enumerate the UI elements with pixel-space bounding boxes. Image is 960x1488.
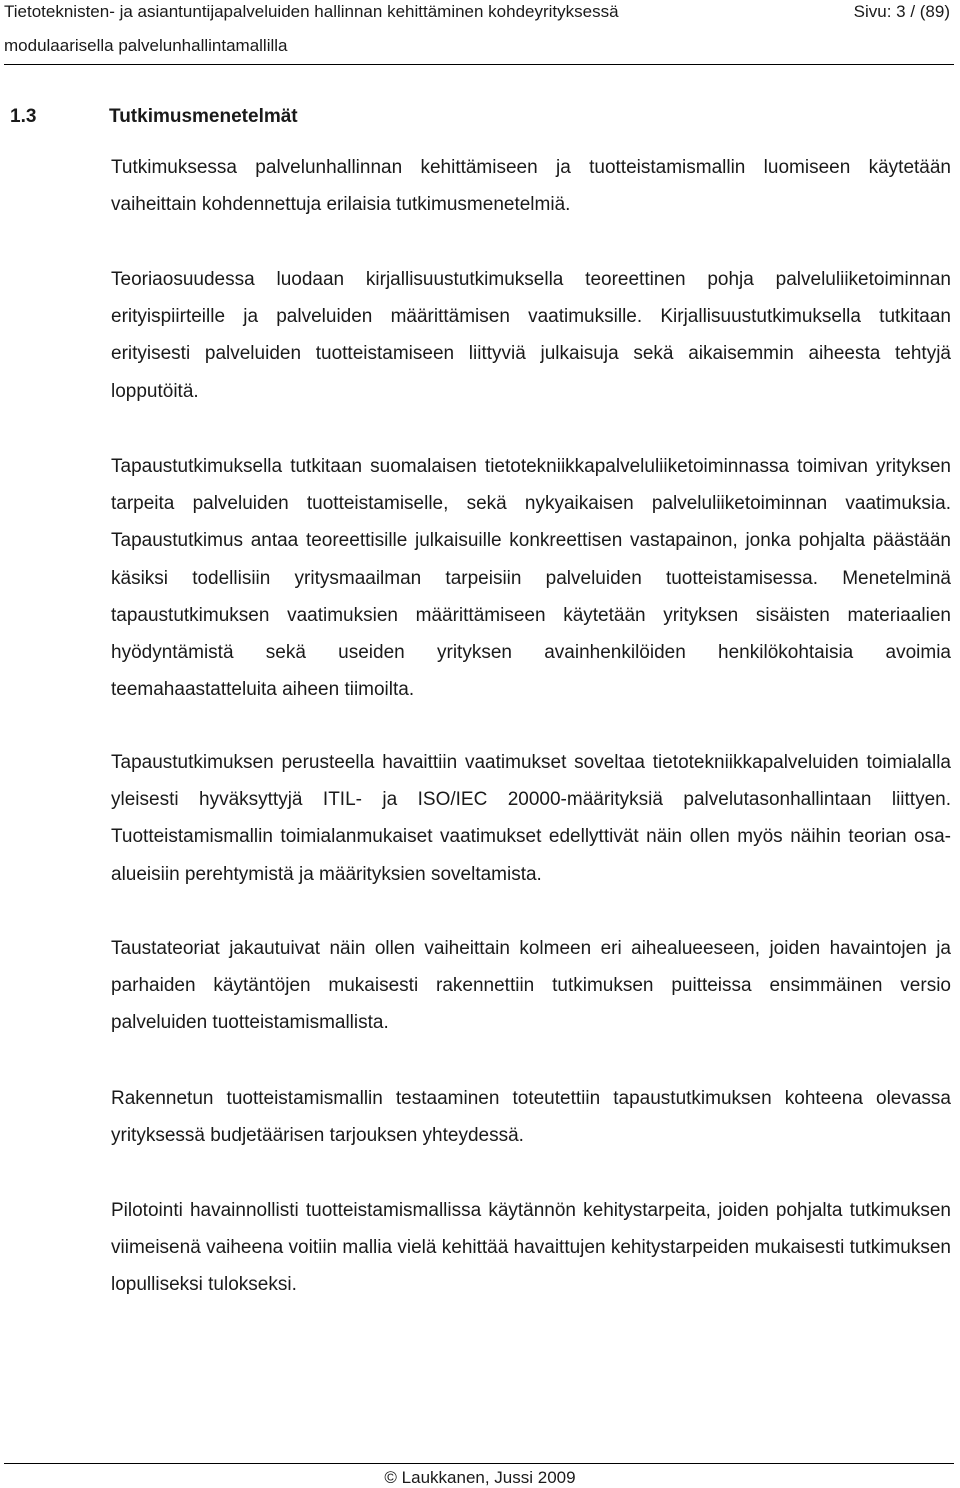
page-number: Sivu: 3 / (89) <box>853 2 950 21</box>
paragraph-text: Tapaustutkimuksen perusteella havaittiin vaatimukset soveltaa tietotekniikkapalveluiden toimialalla yleisesti hyväksyttyjä ITIL- ja ISO/IEC 20000-määrityksiä palvelutasonhallintaan liittyen. Tuotteistamismallin toimialanmukaiset vaatimukset edellyttivät näin ollen myös näihin teorian osa-alueisiin perehtymistä ja määrityksien soveltamista. <box>111 752 951 885</box>
paragraph-6 <box>111 1080 951 1154</box>
paragraph-4 <box>111 744 951 893</box>
paragraph-text: Pilotointi havainnollisti tuotteistamismallissa käytännön kehitystarpeita, joiden pohjalta tutkimuksen viimeisenä vaiheena voitiin mallia vielä kehittää havaittujen kehitystarpeiden mukaisesti tutkimuksen lopulliseksi tulokseksi. <box>111 1200 951 1296</box>
copyright-text: © Laukkanen, Jussi 2009 <box>384 1468 576 1487</box>
paragraph-7 <box>111 1192 951 1304</box>
section-title: Tutkimusmenetelmät <box>109 106 298 127</box>
paragraph-1 <box>111 149 951 223</box>
header-title-line1: Tietoteknisten- ja asiantuntijapalveluiden hallinnan kehittäminen kohdeyrityksessä <box>4 2 619 21</box>
header-title-line2: modulaarisella palvelunhallintamallilla <box>4 36 288 55</box>
paragraph-text: Teoriaosuudessa luodaan kirjallisuustutkimuksella teoreettinen pohja palveluliiketoiminnan erityispiirteille ja palveluiden määrittämisen vaatimuksille. Kirjallisuustutkimuksella tutkitaan erityisesti palveluiden tuotteistamiseen liittyviä julkaisuja sekä aikaisemmin aiheesta tehtyjä lopputöitä. <box>111 269 951 402</box>
header-divider <box>4 64 954 65</box>
paragraph-2 <box>111 261 951 410</box>
page-footer <box>0 1468 960 1488</box>
paragraph-text: Tapaustutkimuksella tutkitaan suomalaisen tietotekniikkapalveluliiketoiminnassa toimivan yrityksen tarpeita palveluiden tuotteistamiselle, sekä nykyaikaisen palveluliiketoiminnan vaatimuksia. Tapaustutkimus antaa teoreettisille julkaisuille konkreettisen vastapainon, jonka pohjalta päästään käsiksi todellisiin yritysmaailman tarpeisiin palveluiden tuotteistamisessa. Menetelminä tapaustutkimuksen vaatimuksien määrittämiseen käytetään yrityksen sisäisten materiaalien hyödyntämistä sekä useiden yrityksen avainhenkilöiden henkilökohtaisia avoimia teemahaastatteluita aiheen tiimoilta. <box>111 456 951 701</box>
paragraph-text: Rakennetun tuotteistamismallin testaaminen toteutettiin tapaustutkimuksen kohteena olevassa yrityksessä budjetäärisen tarjouksen yhteydessä. <box>111 1088 951 1147</box>
paragraph-3 <box>111 448 951 708</box>
paragraph-5 <box>111 930 951 1042</box>
section-heading <box>10 106 298 128</box>
section-number: 1.3 <box>10 106 37 127</box>
footer-divider <box>4 1463 954 1464</box>
paragraph-text: Taustateoriat jakautuivat näin ollen vaiheittain kolmeen eri aihealueeseen, joiden havaintojen ja parhaiden käytäntöjen mukaisesti rakennettiin tutkimuksen puitteissa ensimmäinen versio palveluiden tuotteistamismallista. <box>111 938 951 1034</box>
paragraph-text: Tutkimuksessa palvelunhallinnan kehittämiseen ja tuotteistamismallin luomiseen käytetään vaiheittain kohdennettuja erilaisia tutkimusmenetelmiä. <box>111 157 951 216</box>
